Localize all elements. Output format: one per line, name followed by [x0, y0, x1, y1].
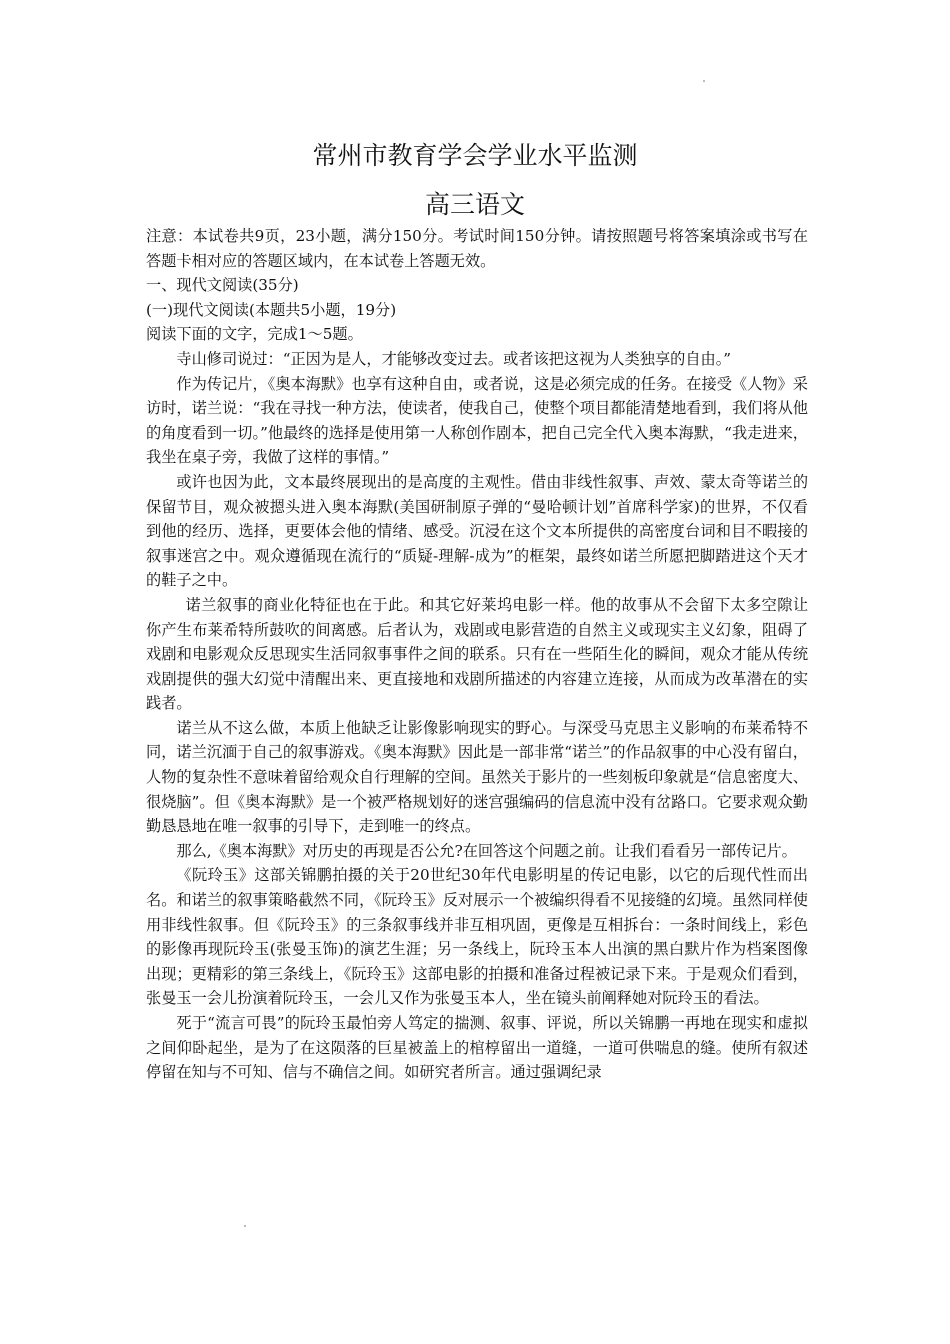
paragraph: 作为传记片，《奥本海默》也享有这种自由，或者说，这是必须完成的任务。在接受《人物》采访时，诺兰说：“我在寻找一种方法，使读者，使我自己，使整个项目都能清楚地看到，我们将从他的角度看到一切。”他最终的选择是使用第一人称创作剧本，把自己完全代入奥本海默，“我走进来，我坐在桌子旁，我做了这样的事情。”: [146, 374, 808, 467]
paragraph: 那么,《奥本海默》对历史的再现是否公允?在回答这个问题之前。让我们看看另一部传记片。: [176, 841, 797, 860]
paragraph: 诺兰从不这么做，本质上他缺乏让影像影响现实的野心。与深受马克思主义影响的布莱希特不同，诺兰沉湎于自己的叙事游戏。《奥本海默》因此是一部非常“诺兰”的作品叙事的中心没有留白，人物的复杂性不意味着留给观众自行理解的空间。虽然关于影片的一些刻板印象就是“信息密度大、很烧脑”。但《奥本海默》是一个被严格规划好的迷宫强编码的信息流中没有岔路口。它要求观众勤勤恳恳地在唯一叙事的引导下，走到唯一的终点。: [146, 718, 808, 836]
document-subtitle: 高三语文: [424, 190, 525, 219]
exam-notice: 注意：本试卷共9页，23小题，满分150分。考试时间150分钟。请按照题号将答案填涂或书写在答题卡相对应的答题区域内，在本试卷上答题无效。: [146, 227, 808, 270]
paragraph: 或许也因为此，文本最终展现出的是高度的主观性。借由非线性叙事、声效、蒙太奇等诺兰的保留节目，观众被摁头进入奥本海默(美国研制原子弹的“曼哈顿计划”首席科学家)的世界，不仅看到他的经历、选择，更要体会他的情绪、感受。沉浸在这个文本所提供的高密度台词和目不暇接的叙事迷宫之中。观众遵循现在流行的“质疑-理解-成为”的框架，最终如诺兰所愿把脚踏进这个天才的鞋子之中。: [146, 472, 808, 590]
section-heading: 一、现代文阅读(35分): [146, 276, 299, 295]
paragraph: 寺山修司说过：“正因为是人，才能够改变过去。或者该把这视为人类独享的自由。”: [176, 349, 732, 368]
reading-instruction: 阅读下面的文字，完成1～5题。: [146, 325, 363, 344]
paragraph: 死于“流言可畏”的阮玲玉最怕旁人笃定的揣测、叙事、评说，所以关锦鹏一再地在现实和虚拟之间仰卧起坐，是为了在这陨落的巨星被盖上的棺椁留出一道缝，一道可供喘息的缝。使所有叙述停留在知与不可知、信与不确信之间。如研究者所言。通过强调纪录: [146, 1014, 808, 1082]
paragraph: 诺兰叙事的商业化特征也在于此。和其它好莱坞电影一样。他的故事从不会留下太多空隙让你产生布莱希特所鼓吹的间离感。后者认为，戏剧或电影营造的自然主义或现实主义幻象，阻碍了戏剧和电影观众反思现实生活同叙事事件之间的联系。只有在一些陌生化的瞬间，观众才能从传统戏剧提供的强大幻觉中清醒出来、更直接地和戏剧所描述的内容建立连接，从而成为改革潜在的实践者。: [146, 595, 808, 713]
paragraph: 《阮玲玉》这部关锦鹏拍摄的关于20世纪30年代电影明星的传记电影，以它的后现代性而出名。和诺兰的叙事策略截然不同，《阮玲玉》反对展示一个被编织得看不见接缝的幻境。虽然同样使用非线性叙事。但《阮玲玉》的三条叙事线并非互相巩固，更像是互相拆台：一条时间线上，彩色的影像再现阮玲玉(张曼玉饰)的演艺生涯；另一条线上，阮玲玉本人出演的黑白默片作为档案图像出现；更精彩的第三条线上，《阮玲玉》这部电影的拍摄和准备过程被记录下来。于是观众们看到，张曼玉一会儿扮演着阮玲玉，一会儿又作为张曼玉本人，坐在镜头前阐释她对阮玲玉的看法。: [146, 866, 808, 1008]
scan-mark: [244, 1225, 246, 1227]
document-title: 常州市教育学会学业水平监测: [312, 141, 638, 170]
subsection-heading: (一)现代文阅读(本题共5小题，19分): [146, 300, 397, 319]
scan-mark: [703, 80, 705, 82]
document-body: [146, 224, 808, 1085]
